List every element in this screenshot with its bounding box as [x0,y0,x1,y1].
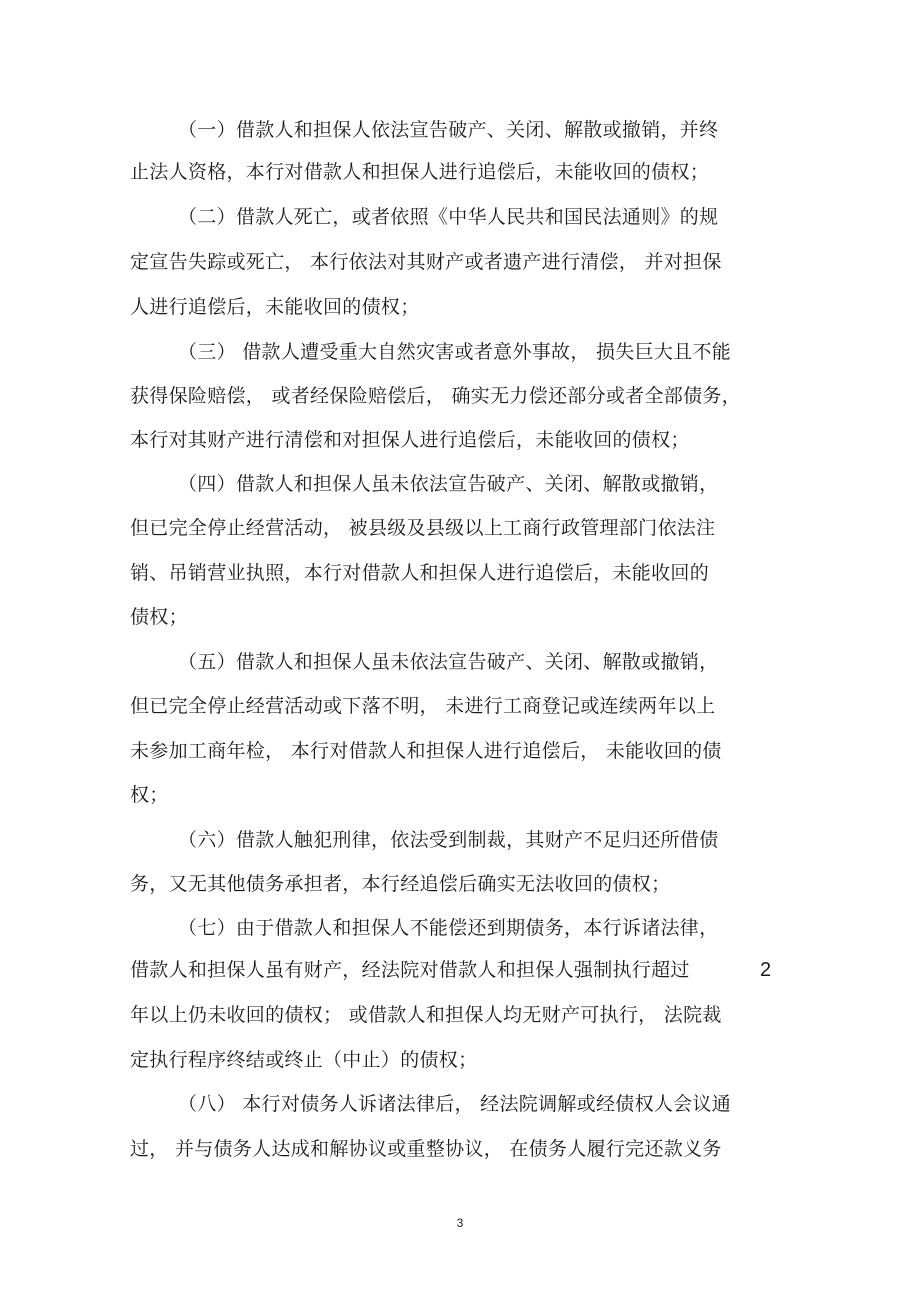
paragraph-4-line-1: （四）借款人和担保人虽未依法宣告破产、关闭、解散或撤销， [178,473,719,495]
paragraph-3-line-1: （三） 借款人遭受重大自然灾害或者意外事故， 损失巨大且不能 [178,341,732,363]
paragraph-8-line-2: 过， 并与债务人达成和解协议或重整协议， 在债务人履行完还款义务 [130,1138,722,1160]
paragraph-7-line-3: 年以上仍未收回的债权； 或借款人和担保人均无财产可执行， 法院裁 [130,1004,722,1026]
paragraph-4-line-4: 债权； [130,606,188,628]
paragraph-2-line-3: 人进行追偿后，未能收回的债权； [130,296,420,318]
paragraph-4-line-2: 但已完全停止经营活动， 被县级及县级以上工商行政管理部门依法注 [130,517,716,539]
paragraph-2-line-1: （二）借款人死亡，或者依照《中华人民共和国民法通则》的规 [178,206,719,228]
paragraph-7-line-2: 借款人和担保人虽有财产，经法院对借款人和担保人强制执行超过 [130,959,690,981]
page-number: 3 [456,1216,464,1230]
paragraph-2-line-2: 定宣告失踪或死亡， 本行依法对其财产或者遗产进行清偿， 并对担保 [130,251,722,273]
paragraph-5-line-4: 权； [130,784,169,806]
paragraph-3-line-2: 获得保险赔偿， 或者经保险赔偿后， 确实无力偿还部分或者全部债务， [130,385,741,407]
margin-note: 2 [760,959,772,981]
paragraph-5-line-2: 但已完全停止经营活动或下落不明， 未进行工商登记或连续两年以上 [130,695,716,717]
paragraph-5-line-1: （五）借款人和担保人虽未依法宣告破产、关闭、解散或撤销， [178,651,719,673]
paragraph-7-line-1: （七）由于借款人和担保人不能偿还到期债务，本行诉诸法律， [178,917,719,939]
paragraph-7-line-4: 定执行程序终结或终止（中止）的债权； [130,1049,478,1071]
paragraph-6-line-1: （六）借款人触犯刑律，依法受到制裁，其财产不足归还所借债 [178,829,719,851]
paragraph-4-line-3: 销、吊销营业执照，本行对借款人和担保人进行追偿后，未能收回的 [130,562,710,584]
paragraph-5-line-3: 未参加工商年检， 本行对借款人和担保人进行追偿后， 未能收回的债 [130,740,722,762]
paragraph-8-line-1: （八） 本行对债务人诉诸法律后， 经法院调解或经债权人会议通 [178,1093,732,1115]
paragraph-1-line-2: 止法人资格，本行对借款人和担保人进行追偿后，未能收回的债权； [130,161,710,183]
paragraph-3-line-3: 本行对其财产进行清偿和对担保人进行追偿后，未能收回的债权； [130,429,690,451]
paragraph-1-line-1: （一）借款人和担保人依法宣告破产、关闭、解散或撤销，并终 [178,119,719,141]
paragraph-6-line-2: 务，又无其他债务承担者，本行经追偿后确实无法收回的债权； [130,873,671,895]
